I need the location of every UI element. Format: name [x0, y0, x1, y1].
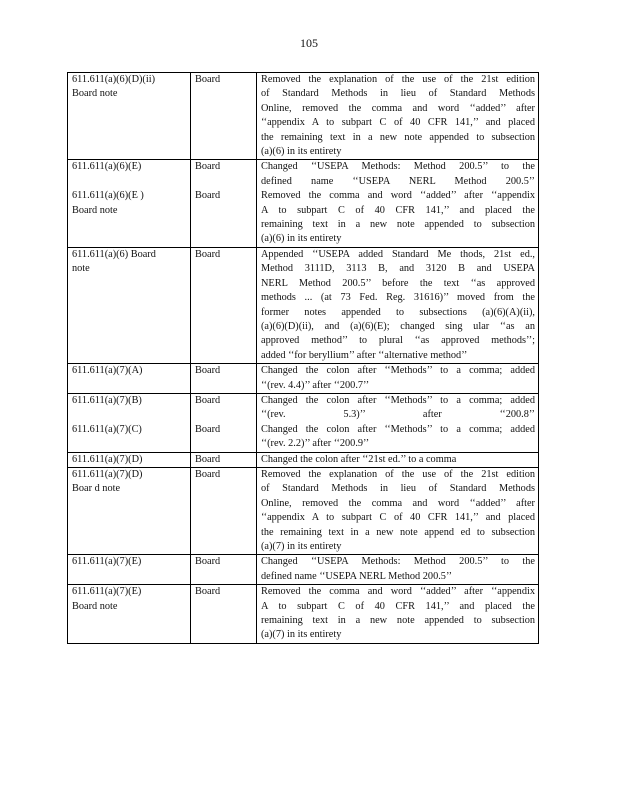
description-cell-line: Appended ‘‘USEPA added Standard Me thods, 21st ed., — [261, 248, 535, 260]
action-cell — [191, 467, 257, 554]
action-cell — [191, 247, 257, 363]
action-cell-line: Board — [195, 468, 221, 480]
description-cell-line: approved method’’ to plural ‘‘as approved methods’’; — [261, 335, 535, 347]
description-cell-line: Changed the colon after ‘‘21st ed.’’ to a comma — [261, 453, 457, 465]
description-cell-line: defined name ‘‘USEPA NERL Method 200.5’’ — [261, 175, 535, 187]
amendments-table-body — [68, 73, 539, 644]
description-cell-line: ‘‘(rev. 5.3)’’ after ‘‘200.8’’ — [261, 409, 535, 421]
line-gap — [195, 408, 253, 422]
section-cell — [68, 247, 191, 363]
description-cell — [257, 393, 539, 452]
description-cell-line: Removed the explanation of the use of the 21st edition — [261, 468, 535, 480]
description-cell-line: (a)(6) in its entirety — [261, 233, 342, 245]
description-cell-line: ‘‘(rev. 2.2)’’ after ‘‘200.9’’ — [261, 438, 370, 450]
description-cell — [257, 585, 539, 644]
description-cell-line: NERL Method 200.5’’ before the text ‘‘as approved — [261, 277, 535, 289]
section-cell — [68, 452, 191, 467]
action-cell — [191, 160, 257, 247]
description-cell — [257, 364, 539, 394]
description-cell — [257, 160, 539, 247]
section-cell — [68, 160, 191, 247]
page-number: 105 — [300, 36, 318, 50]
section-cell-line: 611.611(a)(7)(E) — [72, 556, 142, 568]
section-cell — [68, 467, 191, 554]
description-cell-line: Changed ‘‘USEPA Methods: Method 200.5’’ to the — [261, 556, 535, 568]
table-row — [68, 555, 539, 585]
description-cell-line: of Standard Methods in lieu of Standard Methods — [261, 88, 535, 100]
section-cell-line: 611.611(a)(6)(E ) — [72, 190, 144, 202]
section-cell-line: 611.611(a)(7)(D) — [72, 468, 143, 480]
line-gap — [72, 408, 187, 422]
description-cell-line: remaining text in a new note appended to subsection — [261, 615, 535, 627]
section-cell-line: Board note — [72, 600, 118, 612]
section-cell-line: 611.611(a)(6) Board — [72, 248, 156, 260]
description-cell — [257, 73, 539, 160]
section-cell — [68, 555, 191, 585]
description-cell-line: added ‘‘for beryllium’’ after ‘‘alternative method’’ — [261, 349, 468, 361]
description-cell — [257, 555, 539, 585]
description-cell-line: of Standard Methods in lieu of Standard Methods — [261, 483, 535, 495]
description-cell-line: Online, removed the comma and word ‘‘added’’ after — [261, 497, 535, 509]
line-gap — [72, 175, 187, 189]
description-cell-line: (a)(6) in its entirety — [261, 146, 342, 158]
description-cell-line: Changed ‘‘USEPA Methods: Method 200.5’’ to the — [261, 161, 535, 173]
action-cell-line: Board — [195, 453, 221, 465]
action-cell — [191, 364, 257, 394]
section-cell-line: 611.611(a)(7)(A) — [72, 365, 143, 377]
table-row — [68, 452, 539, 467]
section-cell — [68, 393, 191, 452]
description-cell-line: (a)(6)(D)(ii), and (a)(6)(E); changed sing ular ‘‘as an — [261, 320, 535, 332]
section-cell-line: 611.611(a)(6)(E) — [72, 161, 142, 173]
section-cell-line: Board note — [72, 88, 118, 100]
action-cell-line: Board — [195, 365, 221, 377]
description-cell-line: the remaining text in a new note append ed to subsection — [261, 526, 535, 538]
table-row — [68, 160, 539, 247]
description-cell-line: ‘‘appendix A to subpart C of 40 CFR 141,’’ and placed — [261, 512, 535, 524]
table-row — [68, 585, 539, 644]
description-cell-line: Changed the colon after ‘‘Methods’’ to a comma; added — [261, 365, 535, 377]
section-cell — [68, 364, 191, 394]
section-cell-line: 611.611(a)(7)(D) — [72, 453, 143, 465]
action-cell-line: Board — [195, 248, 221, 260]
description-cell-line: Removed the comma and word ‘‘added’’ after ‘‘appendix — [261, 190, 535, 202]
section-cell — [68, 73, 191, 160]
section-cell-line: Boar d note — [72, 483, 121, 495]
table-row — [68, 393, 539, 452]
line-gap — [195, 175, 253, 189]
description-cell-line: (a)(7) in its entirety — [261, 629, 342, 641]
description-cell-line: methods ... (at 73 Fed. Reg. 31616)’’ moved from the — [261, 292, 535, 304]
description-cell-line: Changed the colon after ‘‘Methods’’ to a comma; added — [261, 423, 535, 435]
action-cell-line: Board — [195, 161, 221, 173]
table-row — [68, 364, 539, 394]
section-cell — [68, 585, 191, 644]
action-cell — [191, 452, 257, 467]
description-cell-line: Online, removed the comma and word ‘‘added’’ after — [261, 102, 535, 114]
action-cell-line: Board — [195, 556, 221, 568]
description-cell-line: A to subpart C of 40 CFR 141,’’ and placed the — [261, 204, 535, 216]
action-cell — [191, 555, 257, 585]
description-cell-line: Method 3111D, 3113 B, and 3120 B and USEPA — [261, 263, 535, 275]
action-cell-line: Board — [195, 423, 221, 435]
description-cell-line: Removed the explanation of the use of the 21st edition — [261, 74, 535, 85]
description-cell-line: (a)(7) in its entirety — [261, 541, 342, 552]
description-cell — [257, 247, 539, 363]
table-row — [68, 467, 539, 554]
section-cell-line: Board note — [72, 204, 118, 216]
action-cell — [191, 585, 257, 644]
action-cell-line: Board — [195, 394, 221, 406]
action-cell — [191, 393, 257, 452]
section-cell-line: 611.611(a)(7)(B) — [72, 394, 142, 406]
description-cell-line: Removed the comma and word ‘‘added’’ after ‘‘appendix — [261, 586, 535, 598]
description-cell-line: remaining text in a new note appended to subsection — [261, 219, 535, 231]
description-cell — [257, 452, 539, 467]
action-cell-line: Board — [195, 74, 221, 85]
description-cell-line: former notes appended to subsections (a)(6)(A)(ii), — [261, 306, 535, 318]
description-cell — [257, 467, 539, 554]
description-cell-line: the remaining text in a new note appended to subsection — [261, 131, 535, 143]
amendments-table — [67, 72, 539, 644]
description-cell-line: A to subpart C of 40 CFR 141,’’ and placed the — [261, 600, 535, 612]
section-cell-line: 611.611(a)(7)(E) — [72, 586, 142, 598]
description-cell-line: ‘‘appendix A to subpart C of 40 CFR 141,’’ and placed — [261, 117, 535, 129]
description-cell-line: ‘‘(rev. 4.4)’’ after ‘‘200.7’’ — [261, 379, 370, 391]
table-row — [68, 73, 539, 160]
action-cell-line: Board — [195, 190, 221, 202]
table-row — [68, 247, 539, 363]
description-cell-line: defined name ‘‘USEPA NERL Method 200.5’’ — [261, 570, 453, 582]
section-cell-line: 611.611(a)(6)(D)(ii) — [72, 74, 156, 85]
section-cell-line: 611.611(a)(7)(C) — [72, 423, 142, 435]
action-cell — [191, 73, 257, 160]
action-cell-line: Board — [195, 586, 221, 598]
section-cell-line: note — [72, 263, 90, 275]
description-cell-line: Changed the colon after ‘‘Methods’’ to a comma; added — [261, 394, 535, 406]
